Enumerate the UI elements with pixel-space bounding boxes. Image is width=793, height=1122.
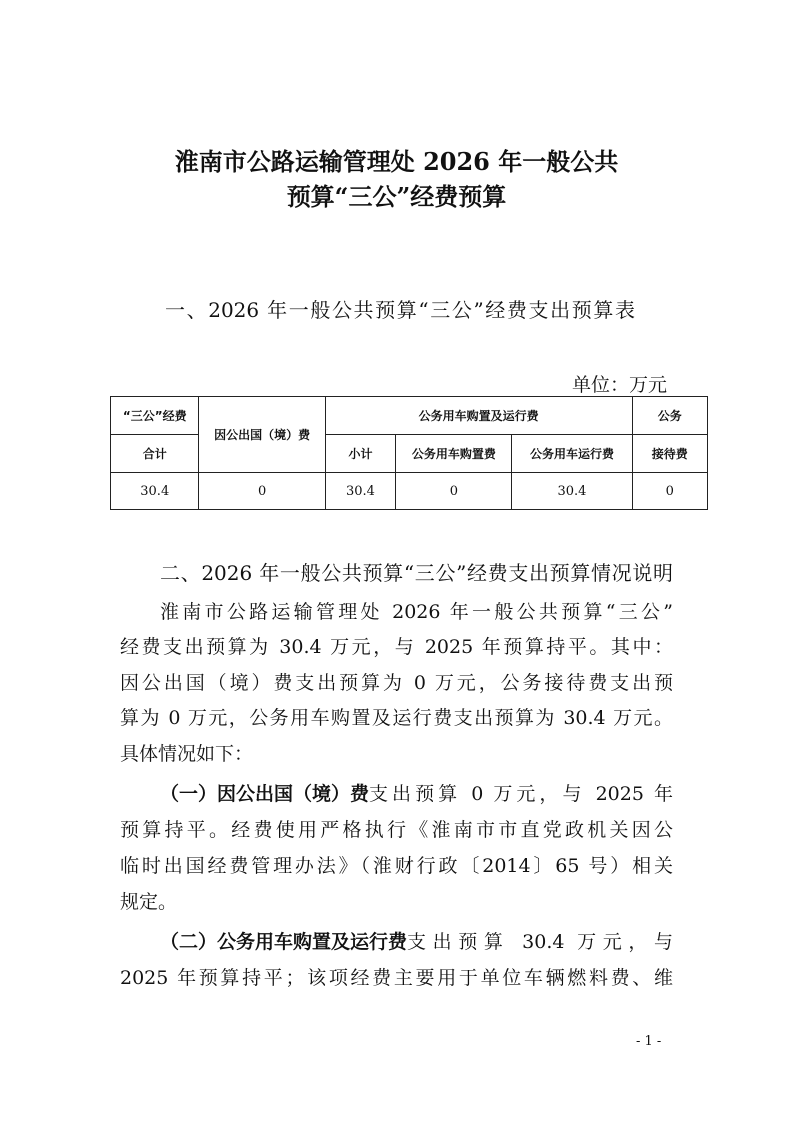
section-heading-2: 二、2026 年一般公共预算“三公”经费支出预算情况说明 <box>160 561 673 585</box>
th-car-purchase: 公务用车购置费 <box>396 435 512 473</box>
para3-line <box>160 927 673 954</box>
cell-subtotal: 30.4 <box>325 473 396 510</box>
th-subtotal: 小计 <box>325 435 396 473</box>
para1-line: 经费支出预算为 30.4 万元，与 2025 年预算持平。其中： <box>120 636 673 658</box>
para1-line: 算为 0 万元，公务用车购置及运行费支出预算为 30.4 万元。 <box>120 707 673 729</box>
para1-line: 具体情况如下： <box>120 743 254 765</box>
para3-text: 支出预算 30.4 万元，与 <box>407 931 673 953</box>
th-car: 公务用车购置及运行费 <box>325 397 632 435</box>
para2-line: 预算持平。经费使用严格执行《淮南市市直党政机关因公 <box>120 819 673 841</box>
para1-line: 淮南市公路运输管理处 2026 年一般公共预算“三公” <box>160 601 673 623</box>
cell-car-purchase: 0 <box>396 473 512 510</box>
section-heading-1: 一、2026 年一般公共预算“三公”经费支出预算表 <box>165 298 635 322</box>
th-reception: 公务 <box>632 397 707 435</box>
th-abroad: 因公出国（境）费 <box>199 397 325 473</box>
th-total: “三公”经费 <box>111 397 199 435</box>
para3-line: 2025 年预算持平；该项经费主要用于单位车辆燃料费、维 <box>120 967 673 989</box>
cell-reception: 0 <box>632 473 707 510</box>
th-car-run: 公务用车运行费 <box>512 435 632 473</box>
para2-line: 临时出国经费管理办法》（淮财行政〔2014〕65 号）相关 <box>120 855 673 877</box>
para2-bold: （一）因公出国（境）费 <box>160 783 370 805</box>
th-total-2: 合计 <box>111 435 199 473</box>
para2-line: 规定。 <box>120 891 178 913</box>
cell-abroad: 0 <box>199 473 325 510</box>
para3-bold: （二）公务用车购置及运行费 <box>160 931 408 953</box>
title-line-1: 淮南市公路运输管理处 2026 年一般公共 <box>174 147 619 176</box>
page-number: - 1 - <box>636 1034 662 1049</box>
table-row <box>111 473 708 510</box>
cell-car-run: 30.4 <box>512 473 632 510</box>
cell-total: 30.4 <box>111 473 199 510</box>
para2-text: 支出预算 0 万元，与 2025 年 <box>369 783 673 805</box>
para1-line: 因公出国（境）费支出预算为 0 万元，公务接待费支出预 <box>120 672 673 694</box>
para2-line <box>160 779 673 806</box>
title-line-2: 预算“三公”经费预算 <box>286 182 507 211</box>
unit-label: 单位：万元 <box>572 374 668 396</box>
budget-table <box>110 396 708 510</box>
th-reception-2: 接待费 <box>632 435 707 473</box>
